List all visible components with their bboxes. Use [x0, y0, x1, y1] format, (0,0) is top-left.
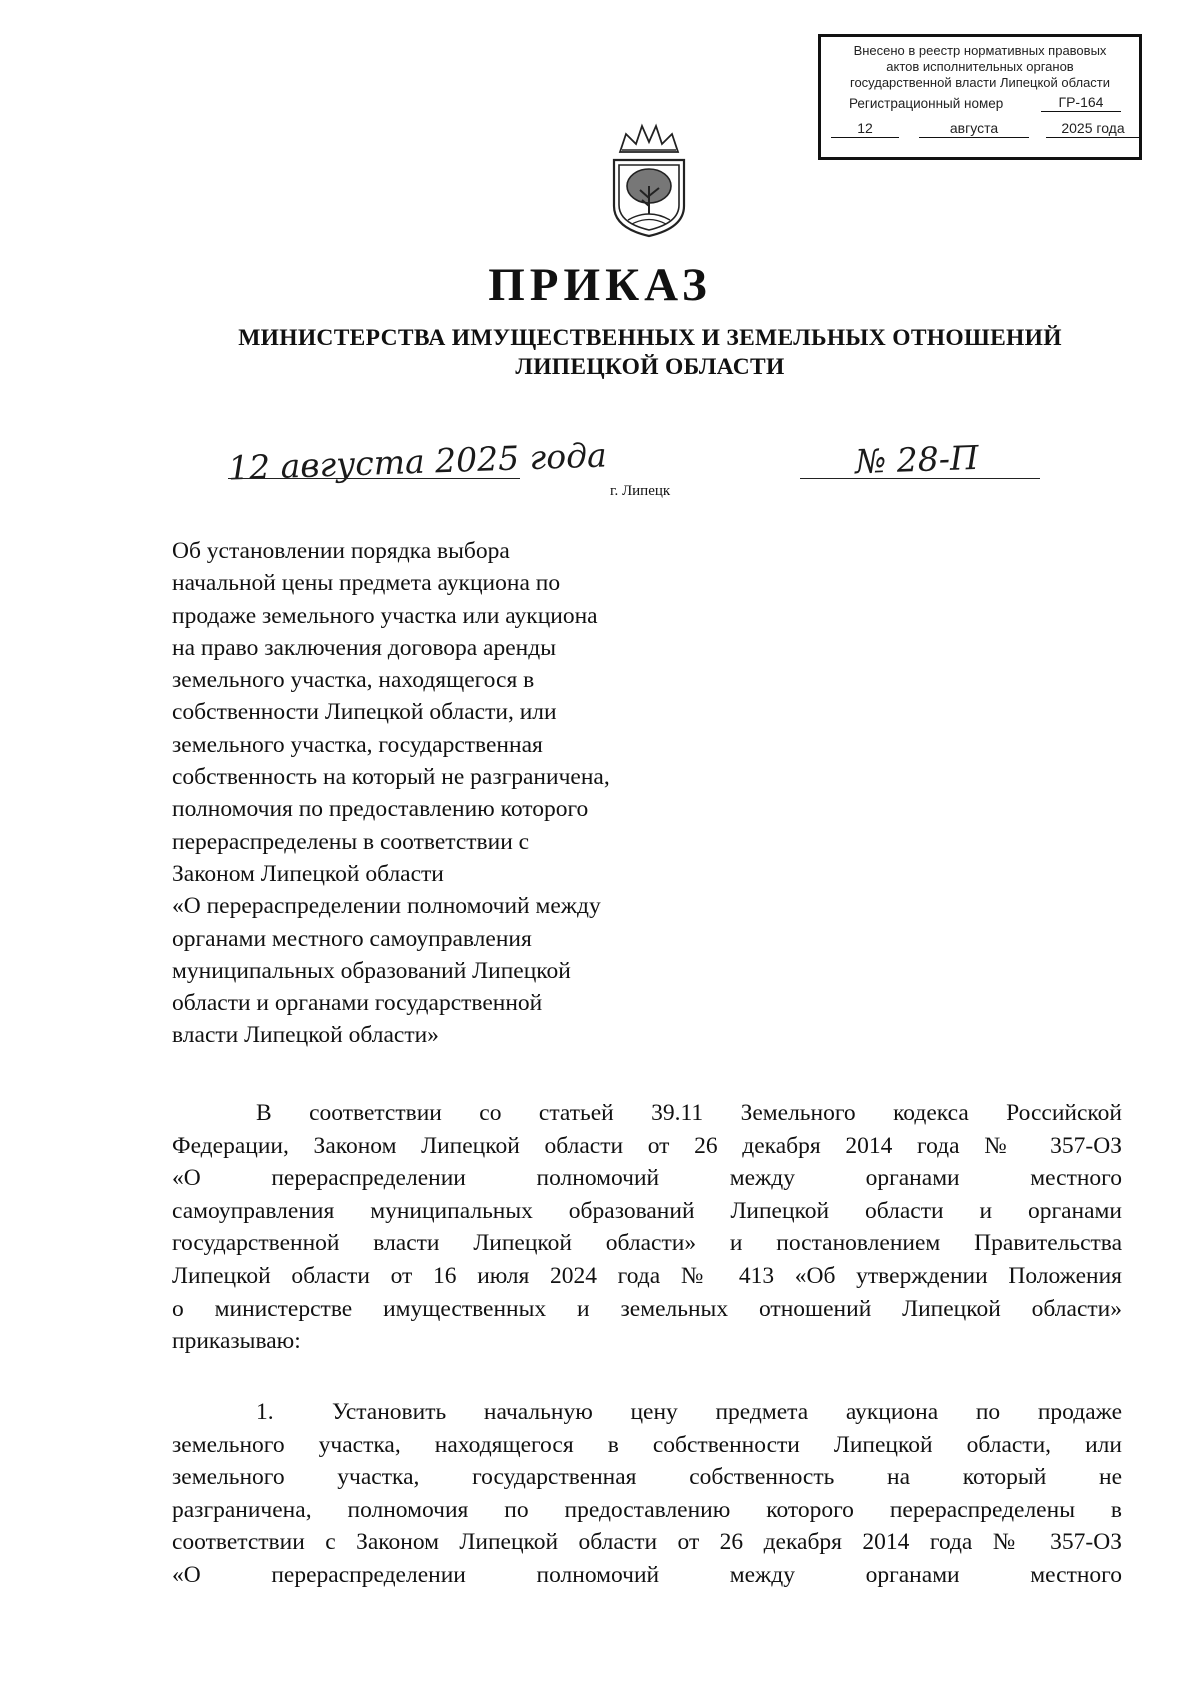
heading-line: полномочия по предоставлению которого: [172, 796, 589, 823]
heading-line: продаже земельного участка или аукциона: [172, 602, 598, 629]
preamble-line: государственной власти Липецкой области» и постановлением Правительства: [172, 1230, 1122, 1257]
date-underline: [228, 478, 520, 479]
stamp-line-1: Внесено в реестр нормативных правовых: [853, 43, 1107, 58]
heading-line: собственности Липецкой области, или: [172, 699, 557, 726]
item-line: земельного участка, государственная собственность на который не: [172, 1464, 1122, 1491]
preamble-line: Федерации, Законом Липецкой области от 26 декабря 2014 года № 357-ОЗ: [172, 1132, 1122, 1159]
preamble: [172, 1097, 1122, 1358]
stamp-day: 12: [831, 120, 899, 138]
heading-line: власти Липецкой области»: [172, 1022, 439, 1049]
coat-of-arms-icon: [606, 120, 692, 240]
item-line: земельного участка, находящегося в собственности Липецкой области, или: [172, 1431, 1122, 1458]
heading-line: органами местного самоуправления: [172, 925, 532, 952]
stamp-reg-label: Регистрационный номер: [849, 96, 1004, 111]
heading-line: земельного участка, государственная: [172, 731, 543, 758]
heading-line: на право заключения договора аренды: [172, 634, 556, 661]
heading-line: земельного участка, находящегося в: [172, 667, 535, 694]
heading-line: «О перераспределении полномочий между: [172, 893, 601, 920]
document-title: ПРИКАЗ: [488, 259, 712, 311]
registry-stamp: [818, 34, 1142, 160]
item-line: разграничена, полномочия по предоставлению которого перераспределены в: [172, 1496, 1122, 1523]
item-line: соответствии с Законом Липецкой области от 26 декабря 2014 года № 357-ОЗ: [172, 1529, 1122, 1556]
order-item-1: [172, 1396, 1122, 1592]
stamp-year: 2025 года: [1046, 120, 1140, 138]
stamp-reg-number: ГР-164: [1041, 94, 1121, 112]
preamble-line: о министерстве имущественных и земельных отношений Липецкой области»: [172, 1295, 1122, 1322]
heading-line: Об установлении порядка выбора: [172, 538, 510, 564]
stamp-month: августа: [919, 120, 1029, 138]
heading-line: перераспределены в соответствии с: [172, 828, 530, 855]
item-line: «О перераспределении полномочий между органами местного: [172, 1561, 1122, 1588]
stamp-line-3: государственной власти Липецкой области: [849, 75, 1111, 90]
stamp-line-2: актов исполнительных органов: [886, 59, 1074, 74]
handwritten-number: № 28-П: [854, 437, 980, 482]
item-line: [172, 1396, 1122, 1429]
number-underline: [800, 478, 1040, 479]
item-line-text: Установить начальную цену предмета аукциона по продаже: [332, 1399, 1122, 1425]
heading-line: Законом Липецкой области: [172, 860, 444, 887]
preamble-line: самоуправления муниципальных образований Липецкой области и органами: [172, 1197, 1122, 1224]
preamble-line: Липецкой области от 16 июля 2024 года № 413 «Об утверждении Положения: [172, 1262, 1122, 1289]
ministry-name-line-2: ЛИПЕЦКОЙ ОБЛАСТИ: [515, 354, 785, 380]
handwritten-date: 12 августа 2025 года: [227, 435, 608, 488]
heading-line: муниципальных образований Липецкой: [172, 957, 571, 984]
preamble-line: В соответствии со статьей 39.11 Земельного кодекса Российской: [256, 1100, 1122, 1126]
heading-line: начальной цены предмета аукциона по: [172, 570, 561, 597]
city: г. Липецк: [610, 483, 671, 499]
item-number: 1.: [256, 1399, 274, 1425]
preamble-line: «О перераспределении полномочий между органами местного: [172, 1165, 1122, 1192]
ministry-name-line-1: МИНИСТЕРСТВА ИМУЩЕСТВЕННЫХ И ЗЕМЕЛЬНЫХ ОТНОШЕНИЙ: [238, 325, 1062, 351]
heading-line: области и органами государственной: [172, 990, 543, 1017]
preamble-line: приказываю:: [172, 1328, 301, 1355]
order-heading: [172, 535, 732, 1052]
heading-line: собственность на который не разграничена,: [172, 764, 610, 791]
